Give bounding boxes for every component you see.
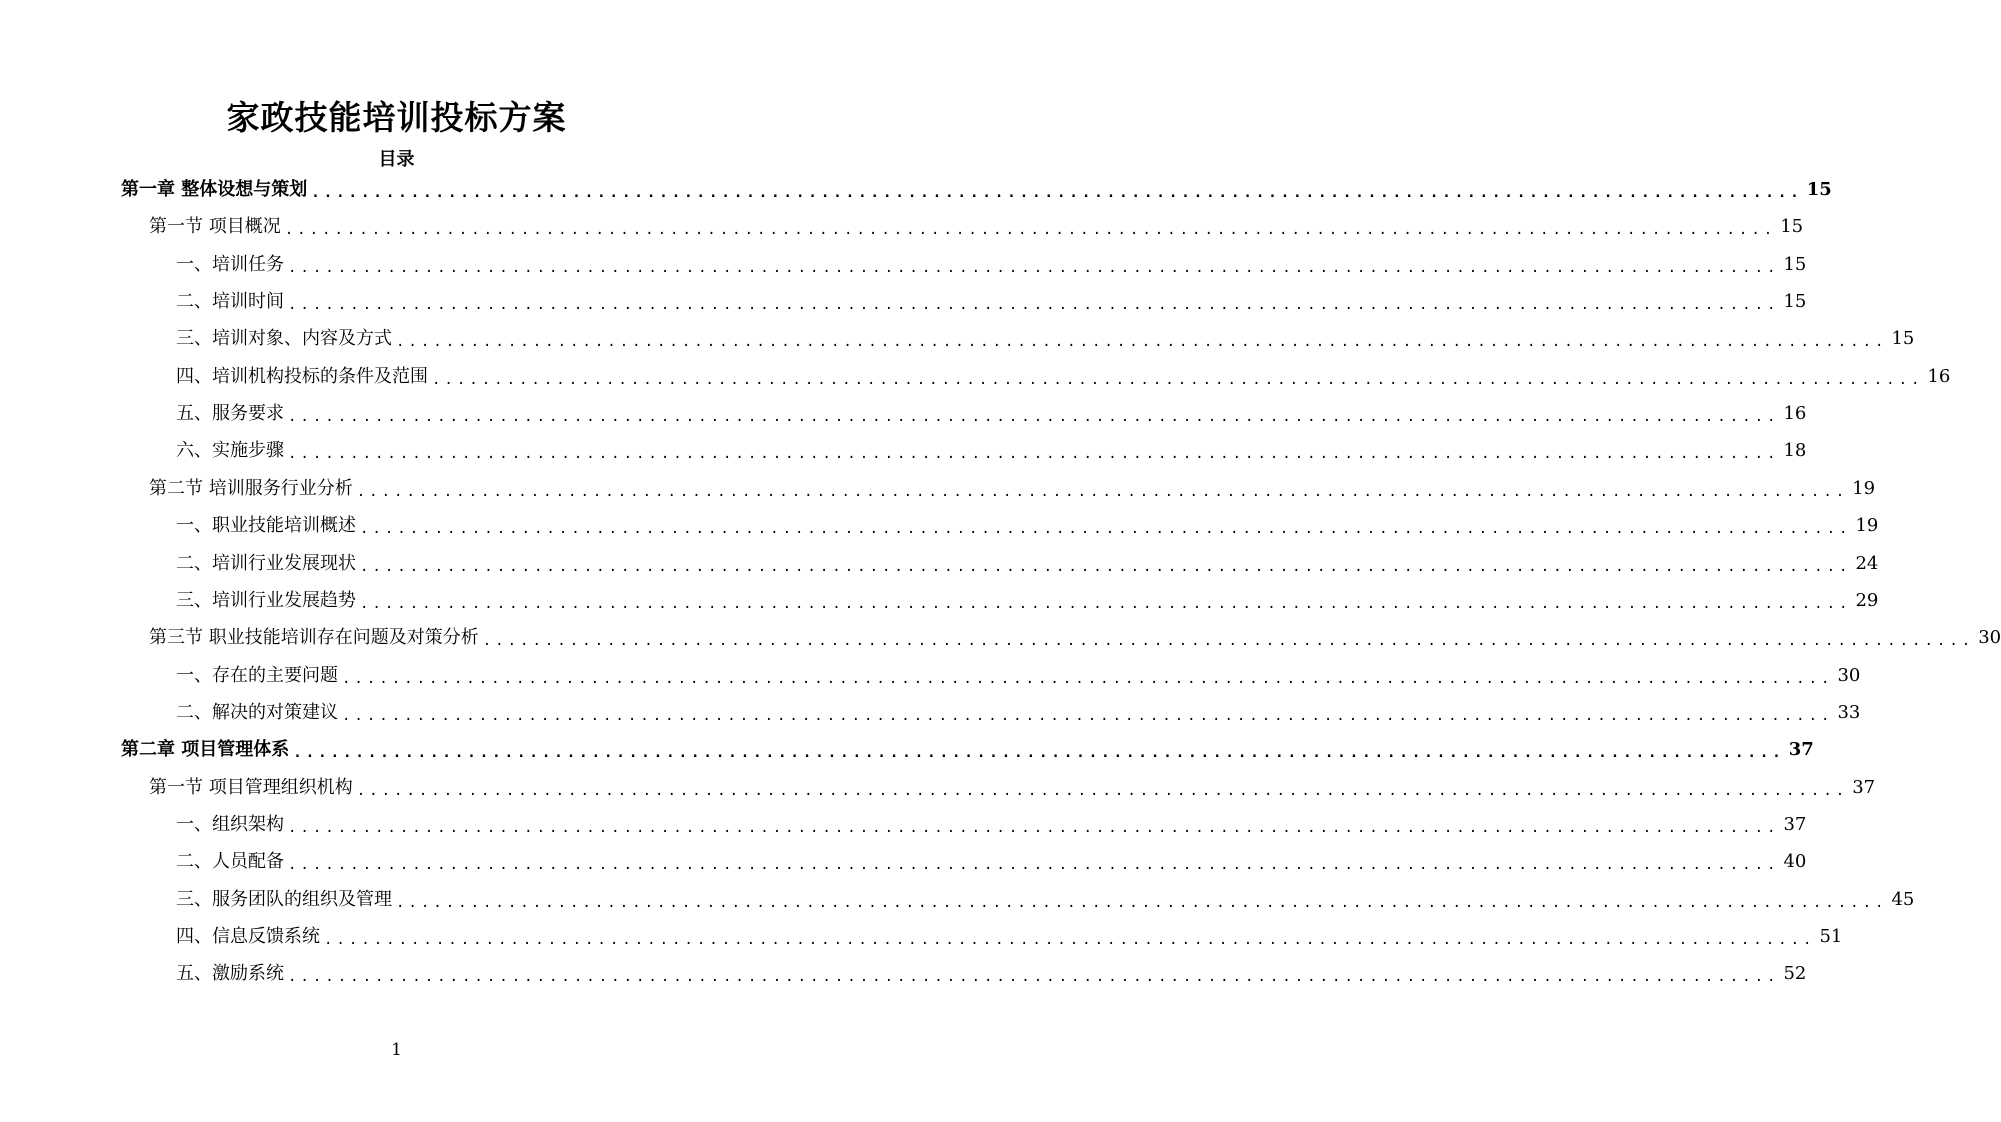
toc-entry-section[interactable] <box>149 774 1876 802</box>
toc-dot-leader: ........................................................................................................................ <box>360 595 1852 612</box>
toc-entry-page: 19 <box>1855 515 1879 537</box>
toc-dot-leader: ........................................................................................................................ <box>288 297 1780 314</box>
toc-entry-label: 第二节 培训服务行业分析 <box>149 477 353 499</box>
toc-entry-label: 三、服务团队的组织及管理 <box>176 888 392 910</box>
toc-entry-page: 16 <box>1783 403 1807 425</box>
toc-entry-page: 15 <box>1806 179 1832 200</box>
toc-entry-page: 15 <box>1783 291 1807 313</box>
toc-entry-label: 二、培训时间 <box>176 291 284 313</box>
toc-entry-label: 四、信息反馈系统 <box>176 926 320 947</box>
toc-entry-item[interactable] <box>176 437 1807 465</box>
toc-entry-label: 一、培训任务 <box>176 253 284 275</box>
toc-dot-leader: ........................................................................................................................ <box>293 745 1785 762</box>
toc-entry-label: 二、人员配备 <box>176 851 284 873</box>
toc-entry-page: 30 <box>1837 664 1861 686</box>
toc-entry-item[interactable] <box>176 848 1807 876</box>
toc-entry-page: 16 <box>1927 365 1951 387</box>
toc-entry-chapter[interactable] <box>121 176 1832 204</box>
toc-dot-leader: ........................................................................................................................ <box>288 969 1780 986</box>
toc-dot-leader: ........................................................................................................................ <box>482 633 1975 650</box>
toc-entry-page: 15 <box>1783 253 1807 275</box>
toc-heading: 目录 <box>378 149 415 170</box>
toc-entry-label: 一、存在的主要问题 <box>176 664 338 686</box>
toc-entry-item[interactable] <box>176 886 1915 914</box>
toc-dot-leader: ........................................................................................................................ <box>342 670 1834 687</box>
toc-entry-item[interactable] <box>176 662 1861 690</box>
toc-entry-label: 三、培训对象、内容及方式 <box>176 328 392 350</box>
toc-entry-label: 第一节 项目概况 <box>149 216 281 238</box>
toc-entry-page: 40 <box>1783 851 1807 873</box>
toc-entry-label: 五、激励系统 <box>176 963 284 985</box>
toc-dot-leader: ........................................................................................................................ <box>324 932 1816 948</box>
toc-dot-leader: ........................................................................................................................ <box>288 819 1780 836</box>
toc-entry-item[interactable] <box>176 512 1879 540</box>
toc-entry-page: 52 <box>1783 963 1807 985</box>
toc-entry-item[interactable] <box>176 363 1951 391</box>
toc-dot-leader: ........................................................................................................................ <box>432 371 1924 388</box>
toc-entry-label: 五、服务要求 <box>176 403 284 425</box>
toc-entry-section[interactable] <box>149 475 1876 503</box>
toc-entry-label: 第一节 项目管理组织机构 <box>149 776 353 798</box>
toc-entry-page: 18 <box>1783 440 1807 462</box>
toc-entry-label: 六、实施步骤 <box>176 440 284 462</box>
toc-entry-label: 二、解决的对策建议 <box>176 701 338 723</box>
toc-dot-leader: ........................................................................................................................ <box>311 185 1803 201</box>
toc-entry-label: 二、培训行业发展现状 <box>176 552 356 574</box>
toc-entry-label: 第一章 整体设想与策划 <box>121 179 308 200</box>
toc-entry-page: 30 <box>1978 627 2001 649</box>
toc-entry-item[interactable] <box>176 550 1879 578</box>
document-title: 家政技能培训投标方案 <box>226 98 567 137</box>
toc-entry-page: 37 <box>1788 739 1814 761</box>
toc-entry-page: 37 <box>1852 776 1876 798</box>
toc-dot-leader: ........................................................................................................................ <box>356 483 1849 500</box>
toc-entry-label: 三、培训行业发展趋势 <box>176 589 356 611</box>
toc-entry-item[interactable] <box>176 960 1807 988</box>
toc-entry-label: 一、职业技能培训概述 <box>176 515 356 537</box>
toc-dot-leader: ........................................................................................................................ <box>284 222 1777 239</box>
toc-entry-label: 一、组织架构 <box>176 813 284 835</box>
toc-entry-item[interactable] <box>176 699 1861 727</box>
toc-entry-item[interactable] <box>176 587 1879 615</box>
toc-entry-chapter[interactable] <box>121 736 1814 764</box>
toc-dot-leader: ........................................................................................................................ <box>342 707 1834 724</box>
toc-entry-label: 四、培训机构投标的条件及范围 <box>176 365 428 387</box>
toc-dot-leader: ........................................................................................................................ <box>288 409 1780 426</box>
toc-dot-leader: ........................................................................................................................ <box>360 558 1852 575</box>
toc-dot-leader: ........................................................................................................................ <box>288 857 1780 874</box>
toc-entry-page: 15 <box>1780 216 1804 238</box>
toc-entry-page: 19 <box>1852 477 1876 499</box>
toc-entry-page: 51 <box>1819 926 1843 947</box>
toc-entry-page: 15 <box>1891 328 1915 350</box>
toc-entry-item[interactable] <box>176 325 1915 353</box>
toc-entry-item[interactable] <box>176 400 1807 428</box>
toc-entry-section[interactable] <box>149 624 2001 652</box>
toc-entry-page: 24 <box>1855 552 1879 574</box>
toc-dot-leader: ........................................................................................................................ <box>356 782 1849 799</box>
toc-entry-item[interactable] <box>176 811 1807 839</box>
toc-entry-page: 33 <box>1837 701 1861 723</box>
toc-entry-page: 29 <box>1855 589 1879 611</box>
toc-entry-page: 45 <box>1891 888 1915 910</box>
toc-entry-item[interactable] <box>176 251 1807 279</box>
toc-entry-section[interactable] <box>149 213 1804 241</box>
toc-entry-label: 第二章 项目管理体系 <box>121 739 290 761</box>
toc-dot-leader: ........................................................................................................................ <box>396 334 1888 351</box>
toc-dot-leader: ........................................................................................................................ <box>288 259 1780 276</box>
toc-entry-label: 第三节 职业技能培训存在问题及对策分析 <box>149 627 479 649</box>
toc-dot-leader: ........................................................................................................................ <box>396 894 1888 911</box>
toc-dot-leader: ........................................................................................................................ <box>360 521 1852 538</box>
toc-entry-item[interactable] <box>176 923 1843 951</box>
toc-entry-page: 37 <box>1783 813 1807 835</box>
toc-entry-item[interactable] <box>176 288 1807 316</box>
page-number: 1 <box>391 1040 402 1060</box>
toc-dot-leader: ........................................................................................................................ <box>288 446 1780 463</box>
